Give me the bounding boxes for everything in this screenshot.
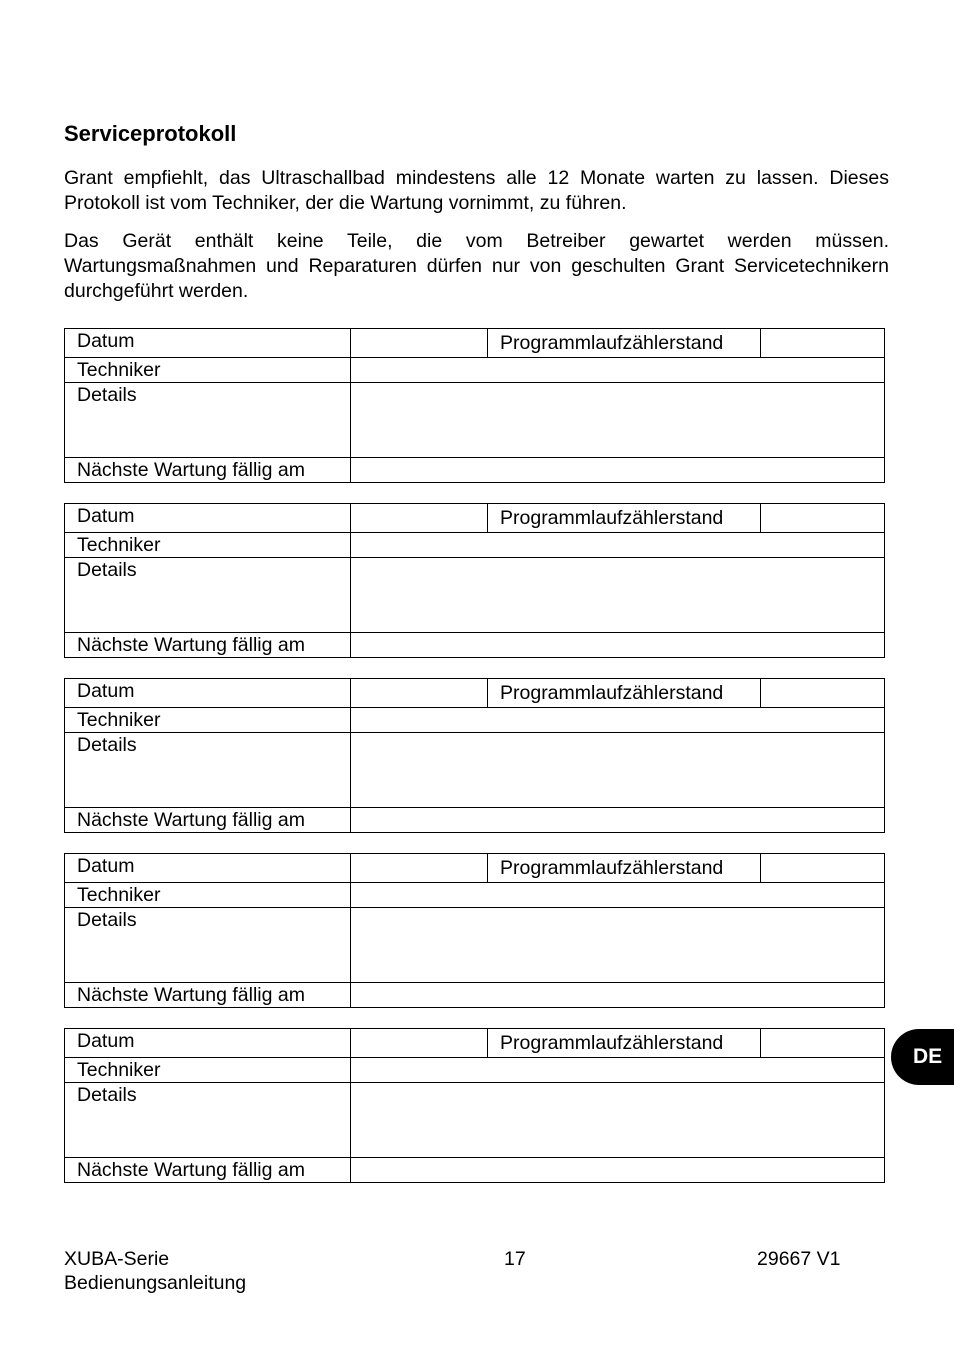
- next-service-field[interactable]: [351, 1158, 885, 1183]
- technician-label: Techniker: [65, 533, 351, 558]
- next-service-label: Nächste Wartung fällig am: [65, 983, 351, 1008]
- next-service-label: Nächste Wartung fällig am: [65, 1158, 351, 1183]
- details-field[interactable]: [351, 558, 885, 633]
- date-field[interactable]: [351, 854, 488, 883]
- details-label: Details: [65, 908, 351, 983]
- date-label: Datum: [65, 679, 351, 708]
- counter-label: Programmlaufzählerstand: [488, 854, 761, 883]
- counter-field[interactable]: [761, 329, 885, 358]
- counter-label: Programmlaufzählerstand: [488, 1029, 761, 1058]
- next-service-label: Nächste Wartung fällig am: [65, 808, 351, 833]
- date-label: Datum: [65, 854, 351, 883]
- date-label: Datum: [65, 504, 351, 533]
- next-service-field[interactable]: [351, 458, 885, 483]
- footer-product: [64, 1247, 246, 1295]
- details-label: Details: [65, 383, 351, 458]
- details-label: Details: [65, 733, 351, 808]
- technician-label: Techniker: [65, 883, 351, 908]
- date-field[interactable]: [351, 504, 488, 533]
- date-label: Datum: [65, 1029, 351, 1058]
- next-service-field[interactable]: [351, 983, 885, 1008]
- technician-field[interactable]: [351, 883, 885, 908]
- date-field[interactable]: [351, 329, 488, 358]
- technician-field[interactable]: [351, 1058, 885, 1083]
- service-log-entry: [64, 503, 885, 658]
- date-field[interactable]: [351, 1029, 488, 1058]
- counter-field[interactable]: [761, 1029, 885, 1058]
- next-service-label: Nächste Wartung fällig am: [65, 633, 351, 658]
- technician-field[interactable]: [351, 358, 885, 383]
- language-tab: DE: [891, 1029, 954, 1085]
- counter-label: Programmlaufzählerstand: [488, 679, 761, 708]
- technician-field[interactable]: [351, 708, 885, 733]
- details-label: Details: [65, 558, 351, 633]
- counter-field[interactable]: [761, 854, 885, 883]
- document-code: 29667 V1: [757, 1248, 841, 1270]
- details-field[interactable]: [351, 1083, 885, 1158]
- technician-label: Techniker: [65, 708, 351, 733]
- technician-label: Techniker: [65, 1058, 351, 1083]
- counter-field[interactable]: [761, 679, 885, 708]
- counter-label: Programmlaufzählerstand: [488, 504, 761, 533]
- footer-manual: Bedienungsanleitung: [64, 1272, 247, 1294]
- footer-series: XUBA-Serie: [64, 1248, 170, 1270]
- next-service-label: Nächste Wartung fällig am: [65, 458, 351, 483]
- next-service-field[interactable]: [351, 808, 885, 833]
- service-log-entry: [64, 1028, 885, 1183]
- intro-paragraph: Grant empfiehlt, das Ultraschallbad mindestens alle 12 Monate warten zu lassen. Dieses Protokoll ist vom Techniker, der die Wartung vornimmt, zu führen.: [64, 167, 889, 214]
- technician-field[interactable]: [351, 533, 885, 558]
- details-label: Details: [65, 1083, 351, 1158]
- next-service-field[interactable]: [351, 633, 885, 658]
- technician-label: Techniker: [65, 358, 351, 383]
- details-field[interactable]: [351, 383, 885, 458]
- notice-paragraph: Das Gerät enthält keine Teile, die vom Betreiber gewartet werden müssen. Wartungsmaßnahmen und Reparaturen dürfen nur von geschulten Grant Servicetechnikern durchgeführt werden.: [64, 230, 889, 302]
- details-field[interactable]: [351, 908, 885, 983]
- details-field[interactable]: [351, 733, 885, 808]
- counter-field[interactable]: [761, 504, 885, 533]
- service-log-entry: [64, 328, 885, 483]
- page-title: Serviceprotokoll: [64, 121, 237, 146]
- date-label: Datum: [65, 329, 351, 358]
- date-field[interactable]: [351, 679, 488, 708]
- page-number: 17: [504, 1248, 526, 1270]
- service-log-entry: [64, 678, 885, 833]
- counter-label: Programmlaufzählerstand: [488, 329, 761, 358]
- service-log-entry: [64, 853, 885, 1008]
